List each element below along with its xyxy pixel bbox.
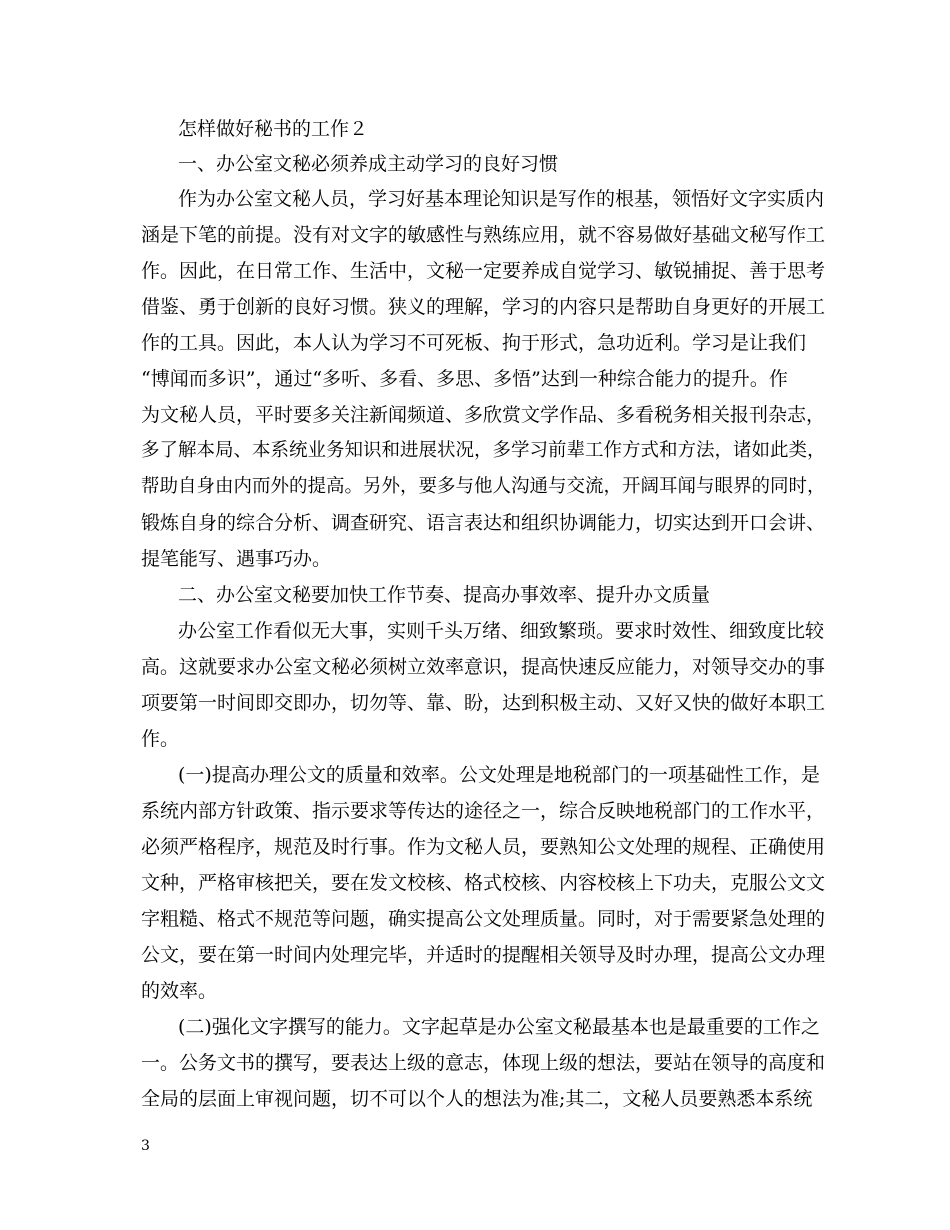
paragraph-line: 为文秘人员，平时要多关注新闻频道、多欣赏文学作品、多看税务相关报刊杂志， bbox=[141, 404, 826, 426]
paragraph-line: 的效率。 bbox=[141, 980, 218, 1002]
paragraph-line: 提笔能写、遇事巧办。 bbox=[141, 548, 332, 570]
paragraph-line: 锻炼自身的综合分析、调查研究、语言表达和组织协调能力，切实达到开口会讲、 bbox=[141, 512, 826, 534]
paragraph-line: (一)提高办理公文的质量和效率。公文处理是地税部门的一项基础性工作，是 bbox=[178, 764, 820, 786]
paragraph-line: 高。这就要求办公室文秘必须树立效率意识，提高快速反应能力，对领导交办的事 bbox=[141, 656, 826, 678]
paragraph-line: “博闻而多识”，通过“多听、多看、多思、多悟”达到一种综合能力的提升。作 bbox=[141, 368, 788, 390]
paragraph-line: 必须严格程序，规范及时行事。作为文秘人员，要熟知公文处理的规程、正确使用 bbox=[141, 836, 826, 858]
paragraph-line: 公文，要在第一时间内处理完毕，并适时的提醒相关领导及时办理，提高公文办理 bbox=[141, 944, 826, 966]
paragraph-line: 作的工具。因此，本人认为学习不可死板、拘于形式，急功近利。学习是让我们 bbox=[141, 332, 807, 354]
paragraph-line: 办公室工作看似无大事，实则千头万绪、细致繁琐。要求时效性、细致度比较 bbox=[178, 620, 825, 642]
paragraph-line: 全局的层面上审视问题，切不可以个人的想法为准;其二，文秘人员要熟悉本系统 bbox=[141, 1088, 813, 1110]
section-heading-2: 二、办公室文秘要加快工作节奏、提高办事效率、提升办文质量 bbox=[178, 584, 711, 606]
paragraph-line: 涵是下笔的前提。没有对文字的敏感性与熟练应用，就不容易做好基础文秘写作工 bbox=[141, 224, 826, 246]
paragraph-line: 借鉴、勇于创新的良好习惯。狭义的理解，学习的内容只是帮助自身更好的开展工 bbox=[141, 296, 826, 318]
doc-title: 怎样做好秘书的工作２ bbox=[178, 118, 369, 140]
paragraph-line: 文种，严格审核把关，要在发文校核、格式校核、内容校核上下功夫，克服公文文 bbox=[141, 872, 826, 894]
paragraph-line: 作。因此，在日常工作、生活中，文秘一定要养成自觉学习、敏锐捕捉、善于思考 bbox=[141, 260, 826, 282]
paragraph-line: 多了解本局、本系统业务知识和进展状况，多学习前辈工作方式和方法，诸如此类， bbox=[141, 440, 826, 461]
paragraph-line: (二)强化文字撰写的能力。文字起草是办公室文秘最基本也是最重要的工作之 bbox=[178, 1016, 820, 1038]
section-heading-1: 一、办公室文秘必须养成主动学习的良好习惯 bbox=[178, 153, 559, 175]
paragraph-line: 项要第一时间即交即办，切勿等、靠、盼，达到积极主动、又好又快的做好本职工 bbox=[141, 692, 826, 714]
paragraph-line: 系统内部方针政策、指示要求等传达的途径之一，综合反映地税部门的工作水平， bbox=[141, 800, 826, 822]
paragraph-line: 作为办公室文秘人员，学习好基本理论知识是写作的根基，领悟好文字实质内 bbox=[178, 188, 825, 210]
paragraph-line: 字粗糙、格式不规范等问题，确实提高公文处理质量。同时，对于需要紧急处理的 bbox=[141, 908, 826, 930]
paragraph-line: 帮助自身由内而外的提高。另外，要多与他人沟通与交流，开阔耳闻与眼界的同时， bbox=[141, 476, 826, 497]
paragraph-line: 一。公务文书的撰写，要表达上级的意志，体现上级的想法，要站在领导的高度和 bbox=[141, 1052, 826, 1074]
page-number: 3 bbox=[141, 1138, 150, 1154]
paragraph-line: 作。 bbox=[141, 728, 180, 750]
